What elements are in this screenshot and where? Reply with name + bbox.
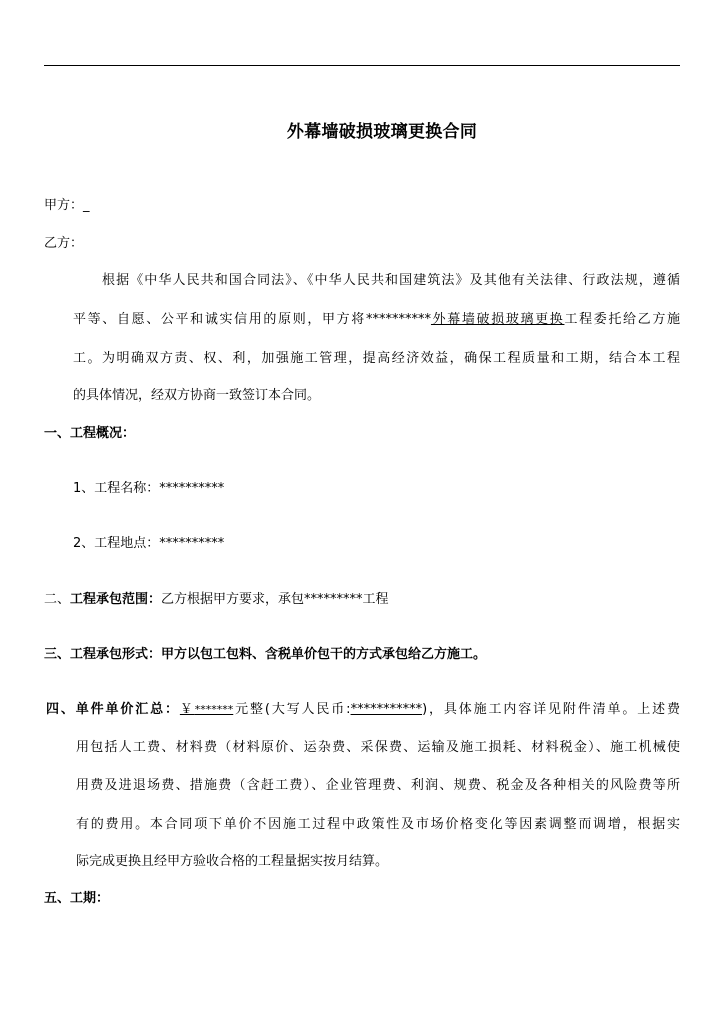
project-name-item: 1、工程名称：**********: [73, 481, 225, 496]
party-b-label: 乙方：: [44, 236, 84, 251]
amount-in-words: ***********: [350, 702, 423, 717]
project-location-item: 2、工程地点：**********: [73, 536, 225, 551]
header-rule: [44, 65, 680, 66]
unit-price-amount: *******: [194, 703, 234, 716]
section-4-heading: 四、单件单价汇总：: [46, 702, 180, 717]
section-4-line-3: 用费及进退场费、措施费（含赶工费）、企业管理费、利润、规费、税金及各种相关的风险费等所: [76, 778, 680, 793]
section-2-heading: 工程承包范围：: [70, 592, 162, 607]
section-3-heading: 三、工程承包形式：: [44, 647, 162, 662]
section-4-text-2: )，具体施工内容详见附件清单。上述费: [422, 702, 680, 717]
party-a-value: _: [83, 198, 90, 213]
intro-line-4: 的具体情况，经双方协商一致签订本合同。: [73, 388, 321, 403]
section-4-line-2: 用包括人工费、材料费（材料原价、运杂费、采保费、运输及施工损耗、材料税金）、施工机械使: [76, 740, 680, 755]
document-title: 外幕墙破损玻璃更换合同: [286, 122, 478, 142]
section-4-line-4: 有的费用。本合同项下单价不因施工过程中政策性及市场价格变化等因素调整而调增，根据实: [76, 817, 680, 832]
party-a-label: 甲方：: [44, 198, 84, 213]
section-5-heading: 五、工期：: [44, 891, 110, 906]
intro-text-a: 平等、自愿、公平和诚实信用的原则，甲方将**********: [73, 312, 431, 327]
intro-line-1: 根据《中华人民共和国合同法》、《中华人民共和国建筑法》及其他有关法律、行政法规，遵循: [102, 273, 680, 288]
section-4-text-1: 元整(大写人民币:: [233, 702, 351, 717]
section-3-line: [44, 645, 486, 665]
section-2-line: [44, 590, 389, 610]
section-2-text: 乙方根据甲方要求，承包*********工程: [161, 592, 389, 607]
section-4-line-5: 际完成更换且经甲方验收合格的工程量据实按月结算。: [76, 854, 389, 869]
project-name-underlined: 外幕墙破损玻璃更换: [430, 312, 565, 327]
party-a-line: [44, 196, 90, 216]
section-3-text: 甲方以包工包料、含税单价包干的方式承包给乙方施工。: [161, 647, 487, 662]
section-2-number: 二、: [44, 592, 71, 607]
party-b-line: [44, 234, 83, 254]
intro-line-3: 工。为明确双方责、权、利，加强施工管理，提高经济效益，确保工程质量和工期，结合本工程: [73, 351, 680, 366]
unit-price-yen: ￥: [179, 702, 195, 717]
intro-line-2: [73, 310, 680, 330]
intro-text-c: 工程委托给乙方施: [564, 312, 680, 327]
section-1-heading: 一、工程概况：: [44, 426, 136, 441]
section-4-line-1: [46, 700, 680, 720]
